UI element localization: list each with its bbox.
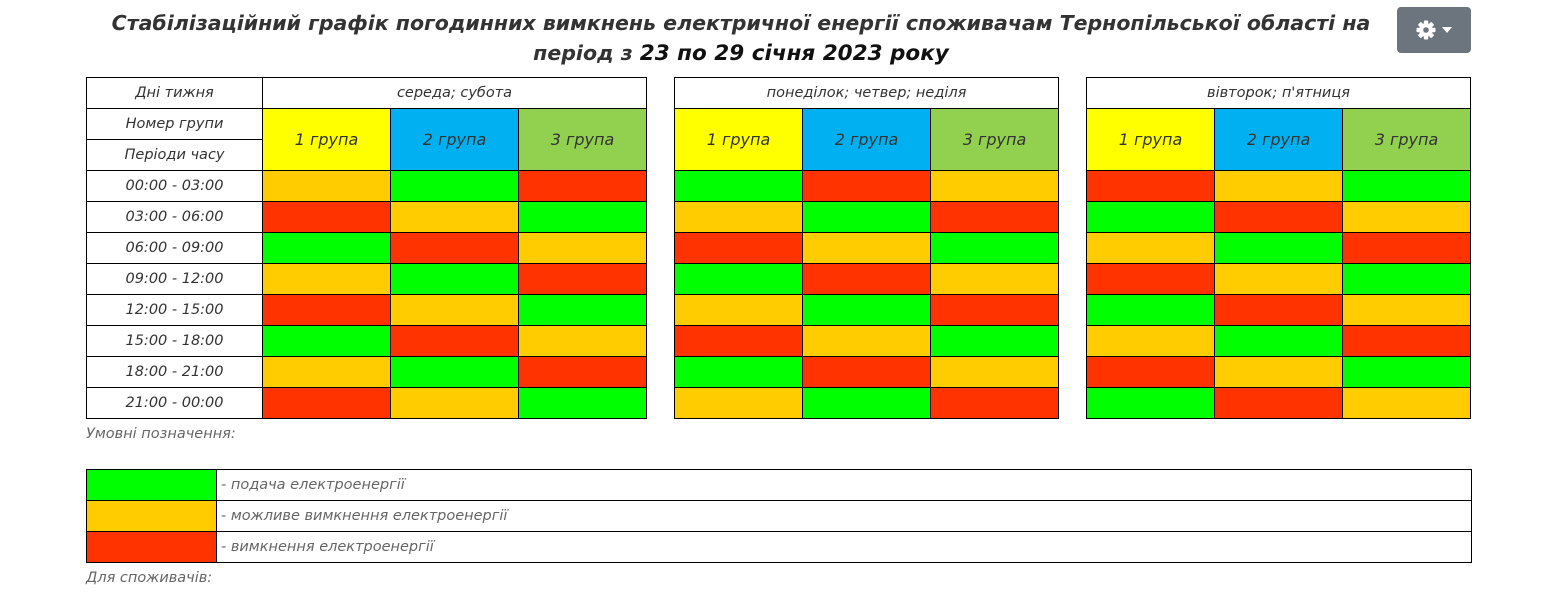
status-cell-maybe	[1215, 171, 1343, 202]
table-row	[87, 264, 1471, 295]
table-row	[87, 295, 1471, 326]
title-dates: 23 по 29 січня 2023 року	[639, 41, 949, 66]
status-cell-maybe	[263, 264, 391, 295]
status-cell-off	[1215, 295, 1343, 326]
caret-down-icon	[1442, 27, 1452, 33]
status-cell-on	[675, 171, 803, 202]
status-cell-off	[803, 171, 931, 202]
status-cell-off	[391, 326, 519, 357]
status-cell-maybe	[931, 357, 1059, 388]
status-cell-off	[263, 202, 391, 233]
table-row	[87, 171, 1471, 202]
time-slot-label: 00:00 - 03:00	[87, 171, 263, 202]
status-cell-maybe	[1087, 326, 1215, 357]
status-cell-maybe	[931, 171, 1059, 202]
group-header-1: 1 група	[675, 109, 803, 171]
legend-swatch-off	[87, 532, 217, 563]
status-cell-off	[263, 388, 391, 419]
status-cell-off	[1215, 388, 1343, 419]
status-cell-off	[803, 264, 931, 295]
status-cell-maybe	[931, 264, 1059, 295]
status-cell-off	[519, 171, 647, 202]
status-cell-on	[1087, 388, 1215, 419]
legend-text: - подача електроенергії	[217, 470, 1472, 501]
status-cell-maybe	[1215, 357, 1343, 388]
status-cell-on	[1343, 264, 1471, 295]
status-cell-off	[1087, 357, 1215, 388]
status-cell-off	[1087, 264, 1215, 295]
group-header-2: 2 група	[1215, 109, 1343, 171]
status-cell-off	[931, 202, 1059, 233]
group-header-2: 2 група	[803, 109, 931, 171]
status-cell-on	[391, 171, 519, 202]
status-cell-off	[391, 233, 519, 264]
gear-icon	[1416, 20, 1436, 40]
table-row	[87, 326, 1471, 357]
day-block-header: середа; субота	[263, 78, 647, 109]
status-cell-on	[263, 233, 391, 264]
days-label: Дні тижня	[87, 78, 263, 109]
table-row	[87, 388, 1471, 419]
status-cell-on	[391, 264, 519, 295]
status-cell-maybe	[675, 388, 803, 419]
status-cell-on	[675, 357, 803, 388]
status-cell-off	[931, 295, 1059, 326]
status-cell-on	[1343, 171, 1471, 202]
status-cell-on	[519, 202, 647, 233]
status-cell-on	[803, 202, 931, 233]
block-gap	[1059, 78, 1087, 419]
status-cell-maybe	[519, 326, 647, 357]
status-cell-maybe	[1343, 202, 1471, 233]
block-gap	[647, 78, 675, 419]
status-cell-off	[675, 233, 803, 264]
group-header-1: 1 група	[263, 109, 391, 171]
status-cell-off	[931, 388, 1059, 419]
status-cell-on	[1215, 233, 1343, 264]
table-row	[87, 233, 1471, 264]
day-block-header: вівторок; п'ятниця	[1087, 78, 1471, 109]
group-header-1: 1 група	[1087, 109, 1215, 171]
time-slot-label: 18:00 - 21:00	[87, 357, 263, 388]
status-cell-maybe	[803, 326, 931, 357]
time-slot-label: 06:00 - 09:00	[87, 233, 263, 264]
status-cell-maybe	[391, 388, 519, 419]
title-lead: Стабілізаційний графік погодинних вимкнень електричної енергії споживачам Тернопільської області на період з	[111, 11, 1371, 65]
status-cell-on	[931, 233, 1059, 264]
group-header-3: 3 група	[931, 109, 1059, 171]
time-slot-label: 21:00 - 00:00	[87, 388, 263, 419]
page-title	[88, 8, 1394, 69]
status-cell-maybe	[675, 202, 803, 233]
status-cell-maybe	[391, 295, 519, 326]
status-cell-maybe	[391, 202, 519, 233]
status-cell-on	[519, 295, 647, 326]
table-row	[87, 357, 1471, 388]
status-cell-maybe	[263, 357, 391, 388]
status-cell-maybe	[519, 233, 647, 264]
status-cell-off	[1343, 233, 1471, 264]
schedule-table	[86, 77, 1471, 419]
status-cell-off	[263, 295, 391, 326]
status-cell-off	[519, 264, 647, 295]
status-cell-maybe	[675, 295, 803, 326]
legend-swatch-on	[87, 470, 217, 501]
status-cell-off	[1215, 202, 1343, 233]
legend-heading: Умовні позначення:	[86, 426, 236, 442]
time-slot-label: 15:00 - 18:00	[87, 326, 263, 357]
status-cell-maybe	[1087, 233, 1215, 264]
day-block-header: понеділок; четвер; неділя	[675, 78, 1059, 109]
status-cell-on	[931, 326, 1059, 357]
time-slot-label: 03:00 - 06:00	[87, 202, 263, 233]
legend-table	[86, 469, 1472, 563]
status-cell-off	[803, 357, 931, 388]
status-cell-off	[1087, 171, 1215, 202]
legend-row	[87, 501, 1472, 532]
periods-label: Періоди часу	[87, 140, 263, 171]
status-cell-off	[519, 357, 647, 388]
legend-row	[87, 532, 1472, 563]
legend-text: - можливе вимкнення електроенергії	[217, 501, 1472, 532]
status-cell-on	[263, 326, 391, 357]
status-cell-on	[803, 295, 931, 326]
group-header-3: 3 група	[519, 109, 647, 171]
time-slot-label: 12:00 - 15:00	[87, 295, 263, 326]
status-cell-maybe	[263, 171, 391, 202]
status-cell-on	[1343, 357, 1471, 388]
status-cell-on	[675, 264, 803, 295]
status-cell-off	[1343, 326, 1471, 357]
legend-row	[87, 470, 1472, 501]
status-cell-maybe	[1215, 264, 1343, 295]
status-cell-on	[803, 388, 931, 419]
status-cell-on	[1087, 202, 1215, 233]
settings-dropdown-button[interactable]	[1397, 7, 1471, 53]
status-cell-off	[675, 326, 803, 357]
group-header-2: 2 група	[391, 109, 519, 171]
group-header-3: 3 група	[1343, 109, 1471, 171]
legend-swatch-maybe	[87, 501, 217, 532]
status-cell-on	[519, 388, 647, 419]
status-cell-on	[1087, 295, 1215, 326]
status-cell-maybe	[803, 233, 931, 264]
time-slot-label: 09:00 - 12:00	[87, 264, 263, 295]
group-number-label: Номер групи	[87, 109, 263, 140]
status-cell-on	[1215, 326, 1343, 357]
table-row	[87, 202, 1471, 233]
status-cell-on	[391, 357, 519, 388]
legend-text: - вимкнення електроенергії	[217, 532, 1472, 563]
status-cell-maybe	[1343, 388, 1471, 419]
consumers-heading: Для споживачів:	[86, 570, 213, 586]
status-cell-maybe	[1343, 295, 1471, 326]
